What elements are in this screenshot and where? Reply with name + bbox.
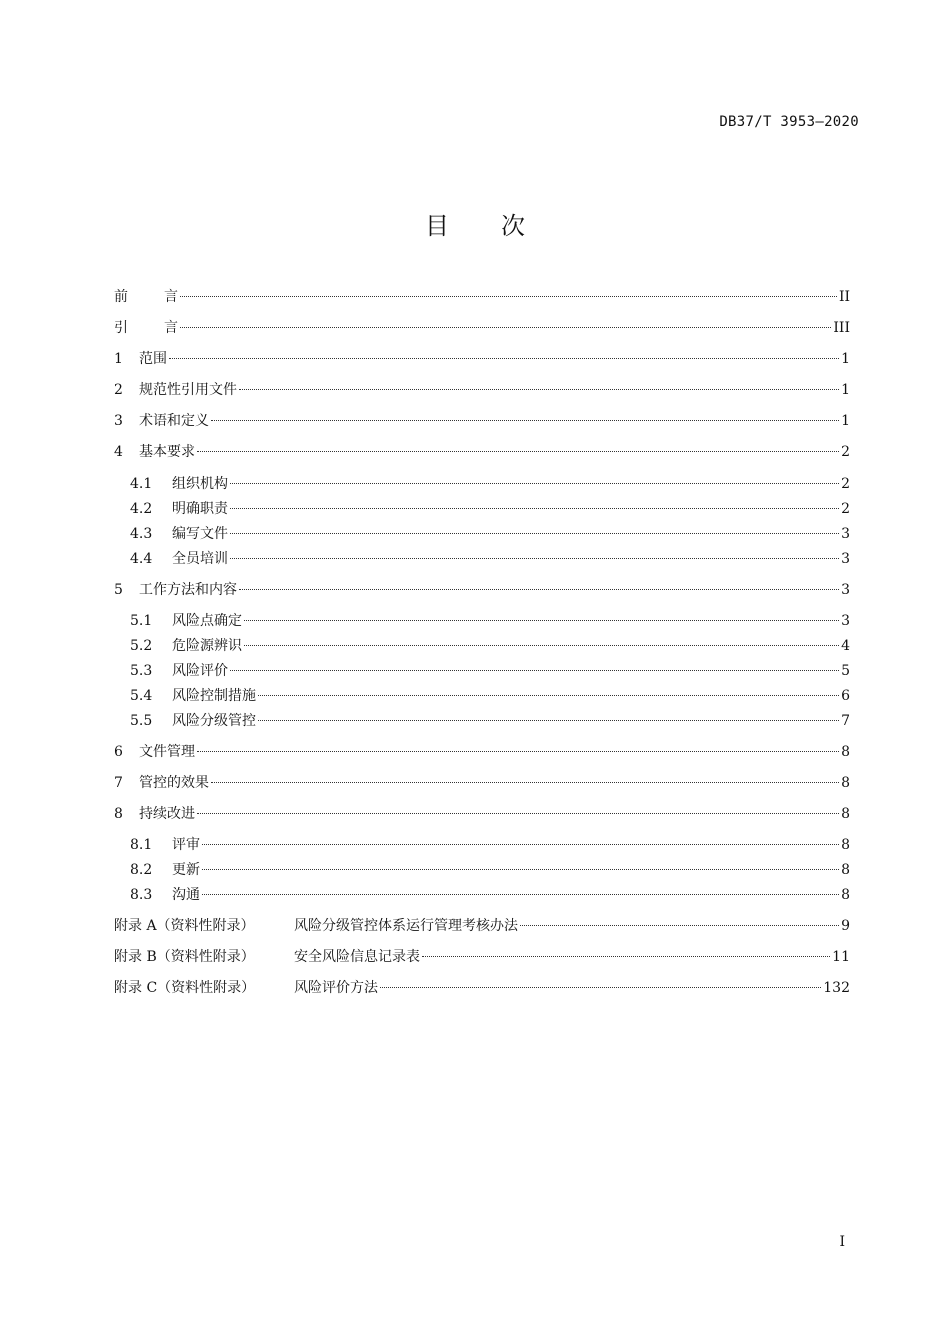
toc-entry-number: 8.3 — [130, 887, 153, 903]
toc-page-ref: 8 — [841, 887, 850, 903]
title-char-2: 次 — [501, 212, 525, 240]
toc-entry-label: 风险评价方法 — [294, 980, 378, 996]
dot-leader — [422, 950, 830, 957]
toc-entry-5-1[interactable] — [130, 610, 850, 632]
toc-page-ref: 7 — [841, 713, 850, 729]
toc-page-ref: 5 — [841, 663, 850, 679]
toc-entry-5[interactable] — [114, 579, 850, 601]
page-number: I — [839, 1234, 845, 1250]
toc-page-ref: 2 — [841, 501, 850, 517]
dot-leader — [239, 583, 839, 590]
toc-entry-8-1[interactable] — [130, 834, 850, 856]
toc-page-ref: III — [833, 320, 850, 336]
dot-leader — [230, 502, 839, 509]
toc-entry-number: 6 — [114, 744, 123, 760]
toc-entry-label: 风险控制措施 — [172, 688, 256, 704]
dot-leader — [197, 745, 839, 752]
dot-leader — [197, 807, 839, 814]
dot-leader — [230, 527, 839, 534]
dot-leader — [520, 919, 839, 926]
toc-entry-number: 4.1 — [130, 476, 153, 492]
toc-entry-number: 3 — [114, 413, 123, 429]
toc-entry-4-1[interactable] — [130, 473, 850, 495]
dot-leader — [258, 714, 839, 721]
toc-entry-label: 持续改进 — [139, 806, 195, 822]
toc-page-ref: 3 — [841, 551, 850, 567]
toc-page-ref: 8 — [841, 862, 850, 878]
toc-entry-5-2[interactable] — [130, 635, 850, 657]
toc-entry-foreword[interactable] — [114, 286, 850, 308]
dot-leader — [180, 321, 831, 328]
dot-leader — [230, 477, 839, 484]
toc-entry-5-4[interactable] — [130, 685, 850, 707]
toc-entry-2[interactable] — [114, 379, 850, 401]
toc-page-ref: 8 — [841, 744, 850, 760]
dot-leader — [230, 552, 839, 559]
dot-leader — [244, 639, 839, 646]
toc-page-ref: 3 — [841, 613, 850, 629]
toc-entry-number: 8.1 — [130, 837, 153, 853]
toc-entry-label: 风险分级管控 — [172, 713, 256, 729]
dot-leader — [239, 383, 839, 390]
toc-entry-3[interactable] — [114, 410, 850, 432]
toc-page-ref: II — [838, 289, 850, 305]
dot-leader — [258, 689, 839, 696]
toc-page-ref: 8 — [841, 837, 850, 853]
toc-entry-number: 1 — [114, 351, 123, 367]
toc-entry-number: 5.2 — [130, 638, 153, 654]
toc-entry-6[interactable] — [114, 741, 850, 763]
toc-entry-label: 风险点确定 — [172, 613, 242, 629]
toc-entry-label: 全员培训 — [172, 551, 228, 567]
dot-leader — [202, 863, 839, 870]
toc-entry-number: 8 — [114, 806, 123, 822]
toc-entry-1[interactable] — [114, 348, 850, 370]
dot-leader — [180, 290, 837, 297]
toc-entry-label: 评审 — [172, 837, 200, 853]
toc-entry-number: 8.2 — [130, 862, 153, 878]
toc-entry-8-2[interactable] — [130, 859, 850, 881]
toc-page-ref: 1 — [841, 351, 850, 367]
toc-entry-number: 5.3 — [130, 663, 153, 679]
toc-entry-number: 4.2 — [130, 501, 153, 517]
toc-entry-label: 风险分级管控体系运行管理考核办法 — [294, 918, 518, 934]
toc-entry-label: 管控的效果 — [139, 775, 209, 791]
toc-entry-appendix-b[interactable] — [114, 946, 850, 968]
toc-entry-5-3[interactable] — [130, 660, 850, 682]
toc-page-ref: 2 — [841, 444, 850, 460]
toc-entry-number: 5.4 — [130, 688, 153, 704]
dot-leader — [380, 981, 821, 988]
toc-page-ref: 9 — [841, 918, 850, 934]
toc-entry-number: 5 — [114, 582, 123, 598]
toc-entry-appendix-a[interactable] — [114, 915, 850, 937]
dot-leader — [202, 838, 839, 845]
toc-entry-4-4[interactable] — [130, 548, 850, 570]
toc-entry-label: 术语和定义 — [139, 413, 209, 429]
toc-entry-label: 文件管理 — [139, 744, 195, 760]
toc-entry-number: 引 — [114, 320, 128, 336]
dot-leader — [211, 776, 839, 783]
toc-entry-number: 2 — [114, 382, 123, 398]
toc-entry-label: 更新 — [172, 862, 200, 878]
toc-entry-label: 言 — [164, 289, 178, 305]
dot-leader — [244, 614, 839, 621]
toc-entry-appendix-c[interactable] — [114, 977, 850, 999]
toc-entry-number: 附录 B（资料性附录） — [114, 949, 255, 965]
toc-page-ref: 1 — [841, 382, 850, 398]
toc-page-ref: 4 — [841, 638, 850, 654]
document-code: DB37/T 3953—2020 — [719, 114, 859, 130]
toc-entry-label: 危险源辨识 — [172, 638, 242, 654]
toc-entry-number: 4 — [114, 444, 123, 460]
toc-entry-label: 组织机构 — [172, 476, 228, 492]
toc-entry-number: 附录 C（资料性附录） — [114, 980, 256, 996]
toc-entry-label: 基本要求 — [139, 444, 195, 460]
toc-page-ref: 8 — [841, 806, 850, 822]
toc-page-ref: 2 — [841, 476, 850, 492]
toc-entry-label: 明确职责 — [172, 501, 228, 517]
toc-entry-label: 范围 — [139, 351, 167, 367]
toc-entry-7[interactable] — [114, 772, 850, 794]
toc-entry-number: 附录 A（资料性附录） — [114, 918, 255, 934]
toc-entry-label: 沟通 — [172, 887, 200, 903]
toc-entry-4[interactable] — [114, 441, 850, 463]
toc-entry-label: 言 — [164, 320, 178, 336]
toc-entry-label: 编写文件 — [172, 526, 228, 542]
toc-entry-8[interactable] — [114, 803, 850, 825]
dot-leader — [211, 414, 839, 421]
toc-page-ref: 3 — [841, 582, 850, 598]
toc-page-ref: 1 — [841, 413, 850, 429]
toc-entry-number: 5.1 — [130, 613, 153, 629]
toc-entry-8-3[interactable] — [130, 884, 850, 906]
dot-leader — [197, 445, 839, 452]
toc-entry-number: 前 — [114, 289, 128, 305]
toc-entry-4-2[interactable] — [130, 498, 850, 520]
toc-page-ref: 132 — [823, 980, 850, 996]
page-title — [0, 206, 950, 241]
toc-entry-4-3[interactable] — [130, 523, 850, 545]
toc-entry-5-5[interactable] — [130, 710, 850, 732]
toc-entry-label: 规范性引用文件 — [139, 382, 237, 398]
toc-entry-introduction[interactable] — [114, 317, 850, 339]
toc-page-ref: 6 — [841, 688, 850, 704]
dot-leader — [230, 664, 839, 671]
toc-entry-label: 工作方法和内容 — [139, 582, 237, 598]
toc-entry-number: 5.5 — [130, 713, 153, 729]
dot-leader — [202, 888, 839, 895]
toc-page-ref: 8 — [841, 775, 850, 791]
toc-entry-label: 风险评价 — [172, 663, 228, 679]
toc-page-ref: 11 — [832, 949, 850, 965]
toc-page-ref: 3 — [841, 526, 850, 542]
title-char-1: 目 — [425, 212, 449, 240]
toc-entry-label: 安全风险信息记录表 — [294, 949, 420, 965]
toc-entry-number: 4.3 — [130, 526, 153, 542]
toc-entry-number: 4.4 — [130, 551, 153, 567]
toc-entry-number: 7 — [114, 775, 123, 791]
dot-leader — [169, 352, 839, 359]
